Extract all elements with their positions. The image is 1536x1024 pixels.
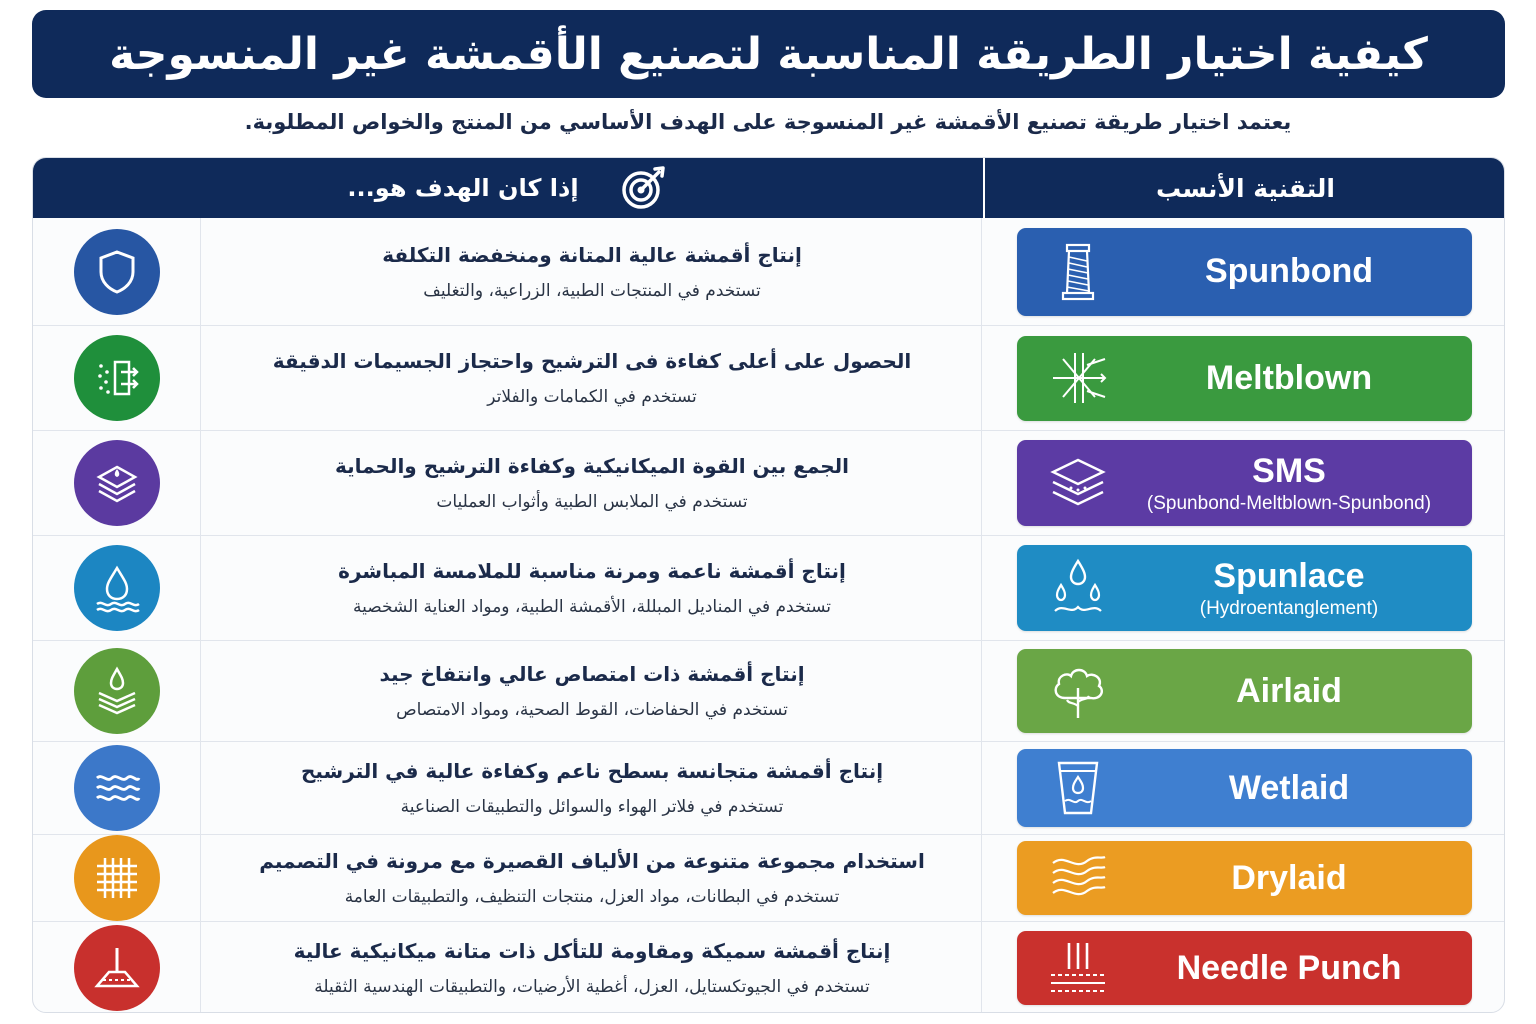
technique-cell [981,641,1505,741]
technique-badge [1017,931,1472,1005]
shield-icon [91,246,143,298]
technique-badge [1017,336,1472,421]
technique-icon-wrap [1045,935,1111,1001]
goal-usage: تستخدم في البطانات، مواد العزل، منتجات التنظيف، والتطبيقات العامة [344,887,840,907]
technique-cell [981,742,1505,834]
technique-name: Wetlaid [1228,768,1350,807]
goal-icon-cell [33,641,201,741]
goal-icon-cell [33,922,201,1013]
technique-labels [1107,228,1472,316]
stacked-layers-icon [1045,450,1111,516]
needle-icon [91,942,143,994]
technique-cell [981,835,1505,921]
technique-badge [1017,649,1472,733]
table-header [33,158,1505,218]
technique-cell [981,431,1505,535]
technique-icon-wrap [1045,345,1111,411]
goal-title: إنتاج أقمشة ناعمة ومرنة مناسبة للملامسة المباشرة [338,559,846,583]
goal-text-cell [203,326,981,430]
technique-icon-wrap [1045,658,1111,724]
filter-door-icon [91,352,143,404]
needles-icon [1045,935,1111,1001]
technique-icon-wrap [1045,845,1111,911]
table-row [33,834,1505,921]
technique-labels [1107,649,1472,733]
technique-labels [1107,749,1472,827]
goal-icon-circle [74,440,160,526]
goal-title: الحصول على أعلى كفاءة فى الترشيح واحتجاز الجسيمات الدقيقة [272,349,912,373]
technique-name: Drylaid [1231,858,1347,897]
goal-usage: تستخدم في الجيوتكستايل، العزل، أغطية الأرضيات، والتطبيقات الهندسية الثقيلة [314,977,870,997]
technique-cell [981,326,1505,430]
technique-name: Airlaid [1236,671,1342,710]
table-row [33,921,1505,1013]
technique-labels [1107,931,1472,1005]
goal-usage: تستخدم في الكمامات والفلاتر [487,387,697,407]
technique-icon-wrap [1045,755,1111,821]
technique-badge [1017,545,1472,631]
goal-icon-cell [33,326,201,430]
absorbent-layers-icon [91,665,143,717]
technique-labels [1107,336,1472,421]
goal-text-cell [203,641,981,741]
technique-icon-wrap [1045,450,1111,516]
technique-badge [1017,841,1472,915]
goal-text-cell [203,835,981,921]
target-icon [619,164,667,212]
header-technique-label: التقنية الأنسب [1156,173,1335,203]
goal-icon-cell [33,431,201,535]
page-title: كيفية اختيار الطريقة المناسبة لتصنيع الأقمشة غير المنسوجة [109,28,1428,80]
water-jets-icon [1045,555,1111,621]
goal-usage: تستخدم في المناديل المبللة، الأقمشة الطبية، ومواد العناية الشخصية [353,597,831,617]
goal-icon-circle [74,835,160,921]
technique-labels [1107,440,1472,526]
technique-badge [1017,749,1472,827]
technique-name: SMS [1252,451,1326,490]
table-row [33,741,1505,834]
technique-name: Needle Punch [1176,948,1402,987]
goal-text-cell [203,742,981,834]
header-goal-label: إذا كان الهدف هو... [347,174,579,202]
technique-icon-wrap [1045,555,1111,621]
filter-fibers-icon [1045,345,1111,411]
goal-text-cell [203,922,981,1013]
water-glass-icon [1045,755,1111,821]
cotton-plant-icon [1045,658,1111,724]
technique-badge [1017,228,1472,316]
waves-icon [91,762,143,814]
header-goal [33,158,981,218]
goal-icon-circle [74,335,160,421]
goal-text-cell [203,431,981,535]
header-technique [983,158,1505,218]
fiber-waves-icon [1045,845,1111,911]
goal-title: إنتاج أقمشة سميكة ومقاومة للتأكل ذات متانة ميكانيكية عالية [293,939,891,963]
layers-icon [91,457,143,509]
technique-subtitle: (Hydroentanglement) [1199,597,1379,619]
goal-icon-circle [74,745,160,831]
goal-usage: تستخدم في المنتجات الطبية، الزراعية، والتغليف [423,280,761,301]
goal-usage: تستخدم في الحفاضات، القوط الصحية، ومواد الامتصاص [396,700,788,720]
goal-icon-cell [33,536,201,640]
goal-title: إنتاج أقمشة ذات امتصاص عالي وانتفاخ جيد [379,662,805,686]
technique-icon-wrap [1045,239,1111,305]
technique-name: Meltblown [1205,358,1373,397]
title-bar [32,10,1505,98]
technique-name: Spunbond [1204,252,1374,290]
table-row [33,535,1505,640]
spool-icon [1045,239,1111,305]
table-row [33,640,1505,741]
technique-subtitle: (Spunbond-Meltblown-Spunbond) [1146,492,1432,514]
goal-icon-circle [74,925,160,1011]
goal-usage: تستخدم في فلاتر الهواء والسوائل والتطبيقات الصناعية [400,797,784,817]
technique-cell [981,922,1505,1013]
technique-cell [981,218,1505,325]
goal-icon-cell [33,742,201,834]
page-subtitle: يعتمد اختيار طريقة تصنيع الأقمشة غير المنسوجة على الهدف الأساسي من المنتج والخواص المطلوبة. [244,110,1292,134]
goal-icon-circle [74,648,160,734]
goal-text-cell [203,536,981,640]
goal-title: استخدام مجموعة متنوعة من الألياف القصيرة مع مرونة في التصميم [259,849,925,873]
goal-icon-cell [33,835,201,921]
goal-icon-cell [33,218,201,325]
table-row [33,218,1505,325]
technique-badge [1017,440,1472,526]
goal-title: الجمع بين القوة الميكانيكية وكفاءة الترشيح والحماية [334,454,850,478]
technique-labels [1107,841,1472,915]
goal-title: إنتاج أقمشة متجانسة بسطح ناعم وكفاءة عالية في الترشيح [300,759,884,783]
technique-cell [981,536,1505,640]
goal-icon-circle [74,545,160,631]
goal-icon-circle [74,229,160,315]
goal-title: إنتاج أقمشة عالية المتانة ومنخفضة التكلفة [382,242,802,267]
technique-labels [1107,545,1472,631]
fiber-grid-icon [91,852,143,904]
comparison-table [32,157,1505,1013]
water-drop-icon [91,562,143,614]
table-row [33,325,1505,430]
table-row [33,430,1505,535]
goal-text-cell [203,218,981,325]
technique-name: Spunlace [1213,556,1365,595]
goal-usage: تستخدم في الملابس الطبية وأثواب العمليات [436,492,748,512]
